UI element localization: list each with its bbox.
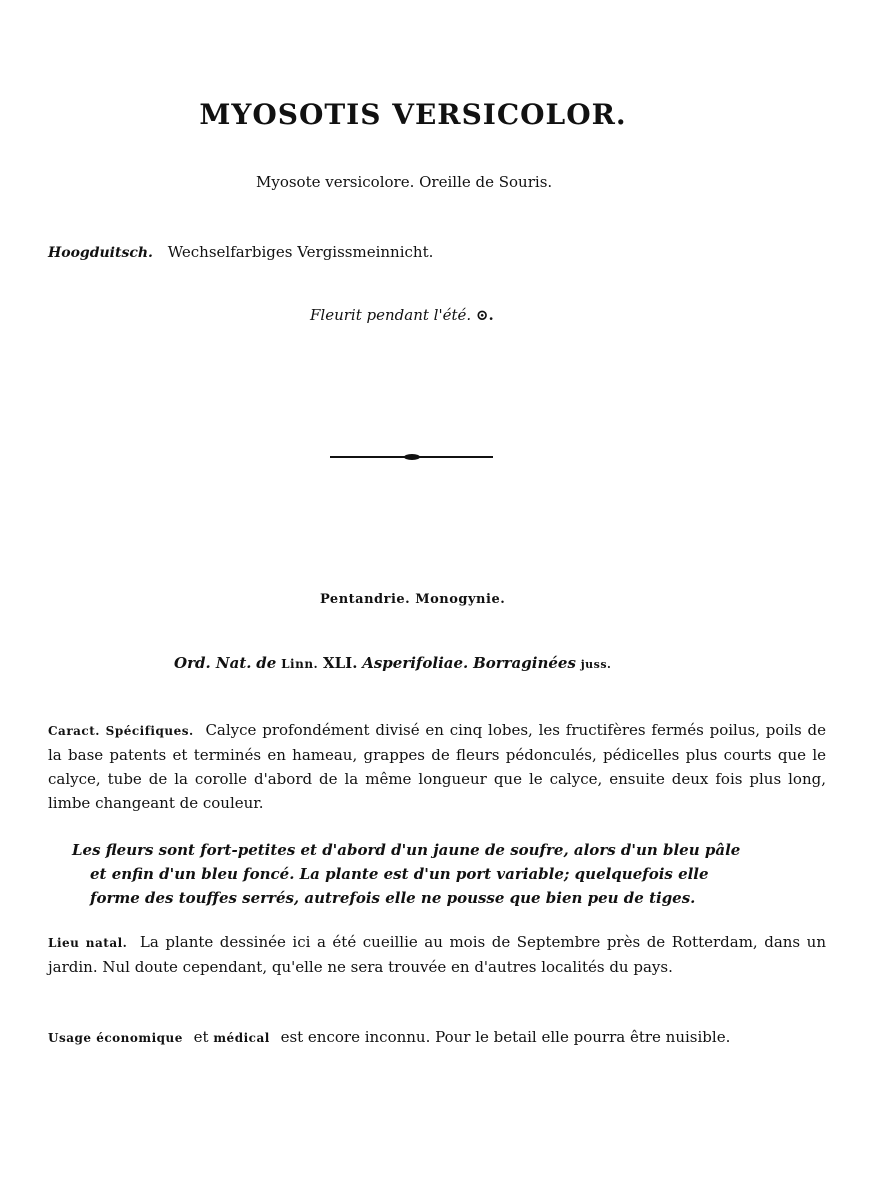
specific-characters-label: Caract. Spécifiques.	[48, 724, 194, 738]
native-place-label: Lieu natal.	[48, 936, 128, 950]
page-title: MYOSOTIS VERSICOLOR.	[199, 98, 627, 131]
order-family: Asperifoliae.	[362, 654, 469, 672]
usage-paragraph	[48, 1025, 826, 1050]
native-place-paragraph	[48, 930, 826, 979]
usage-et: et	[193, 1028, 209, 1046]
description-line-1: Les fleurs sont fort-petites et d'abord d'un jaune de soufre, alors d'un bleu pâle	[72, 841, 741, 859]
order-jussieu: juss.	[580, 658, 612, 671]
german-language-label: Hoogduitsch.	[48, 245, 153, 261]
description-line-2: et enfin d'un bleu foncé. La plante est d'un port variable; quelquefois elle	[90, 865, 709, 883]
order-french-family: Borraginées	[473, 654, 576, 672]
annual-symbol: ⊙.	[475, 306, 494, 324]
flowering-period	[310, 306, 494, 324]
natural-order-line	[174, 654, 611, 672]
linnaean-class: Pentandrie. Monogynie.	[320, 592, 506, 607]
specific-characters-text: Calyce profondément divisé en cinq lobes, les fructifères fermés poilus, poils de la base patents et terminés en hameau, grappes de fleurs pédonculés, pédicelles plus courts que le calyce, tube de la corolle d'abord de la même longueur que le calyce, ensuite deux fois plus long, limbe changeant de couleur.	[48, 721, 826, 812]
usage-label-economic: Usage économique	[48, 1031, 183, 1045]
order-de: de	[256, 654, 277, 672]
french-common-names: Myosote versicolore. Oreille de Souris.	[256, 173, 553, 191]
german-name: Wechselfarbiges Vergissmeinnicht.	[167, 243, 434, 261]
usage-text: est encore inconnu. Pour le betail elle pourra être nuisible.	[280, 1028, 731, 1046]
divider-ornament	[404, 454, 420, 460]
flowering-text: Fleurit pendant l'été.	[310, 306, 472, 324]
native-place-text: La plante dessinée ici a été cueillie au mois de Septembre près de Rotterdam, dans un jardin. Nul doute cependant, qu'elle ne sera trouvée en d'autres localités du pays.	[48, 933, 826, 976]
order-prefix: Ord. Nat.	[174, 654, 252, 672]
specific-characters-paragraph	[48, 718, 826, 815]
german-name-line	[48, 243, 433, 261]
usage-label-medical: médical	[213, 1031, 270, 1045]
description-paragraph	[72, 838, 824, 910]
order-linn: Linn.	[281, 657, 319, 671]
description-line-3: forme des touffes serrés, autrefois elle ne pousse que bien peu de tiges.	[90, 889, 696, 907]
order-number: XLI.	[323, 654, 358, 672]
